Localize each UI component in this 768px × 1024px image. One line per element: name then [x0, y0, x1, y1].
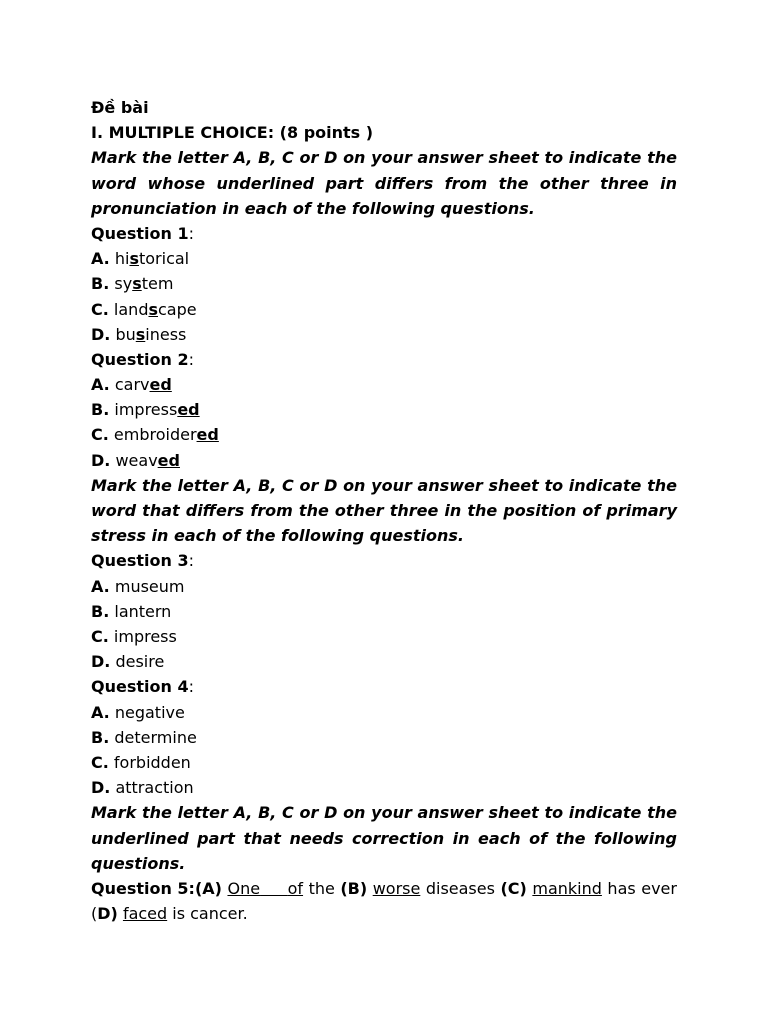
underlined-part: ed [177, 400, 200, 420]
page-header: Đề bài [91, 98, 149, 117]
exam-page [91, 95, 677, 926]
question-number: 5: [177, 878, 195, 898]
sentence-tail: is cancer. [172, 904, 248, 924]
option-text: lantern [114, 601, 172, 621]
underlined-part: ed [196, 425, 219, 445]
option-letter: A. [91, 375, 110, 395]
option-tag-a: (A) [194, 878, 222, 898]
underlined-part-b: worse [372, 878, 421, 898]
option-letter: C. [91, 752, 109, 772]
option-letter: C. [91, 425, 109, 445]
instruction-correction [91, 800, 677, 876]
plain-word: ever [641, 878, 677, 898]
q3-option-d [91, 649, 677, 674]
option-letter: B. [91, 727, 110, 747]
question-2-title [91, 347, 677, 372]
paren-open: ( [91, 904, 98, 924]
q4-option-b [91, 725, 677, 750]
question-3-title [91, 548, 677, 573]
question-colon: : [188, 551, 194, 571]
instruction-line: questions. [91, 853, 186, 873]
q4-option-d [91, 775, 677, 800]
q1-option-c [91, 297, 677, 322]
instruction-line: Mark the letter A, B, C or D on your answer sheet to indicate the [91, 475, 677, 495]
option-text: embroidered [113, 425, 219, 445]
underlined-part-c: mankind [532, 878, 602, 898]
q4-option-a [91, 700, 677, 725]
instruction-pronunciation [91, 145, 677, 221]
option-text: landscape [113, 299, 197, 319]
option-tag-d: D) [97, 904, 118, 924]
option-text: forbidden [113, 752, 191, 772]
underlined-part-a: One of [227, 878, 304, 898]
underlined-part: ed [149, 375, 172, 395]
underlined-part: s [129, 249, 139, 269]
q2-option-d [91, 448, 677, 473]
option-text: impressed [114, 400, 200, 420]
option-text: weaved [115, 450, 180, 470]
q3-option-b [91, 599, 677, 624]
instruction-stress [91, 473, 677, 549]
q4-option-c [91, 750, 677, 775]
option-letter: B. [91, 274, 110, 294]
option-letter: C. [91, 299, 109, 319]
option-letter: C. [91, 627, 109, 647]
option-text: negative [114, 702, 185, 722]
question-label: Question 3 [91, 551, 189, 571]
question-4-title [91, 674, 677, 699]
instruction-line: stress in each of the following questions. [91, 526, 464, 546]
question-colon: : [188, 677, 194, 697]
q2-option-a [91, 372, 677, 397]
option-tag-b: (B) [340, 878, 368, 898]
instruction-line: word that differs from the other three in the position of primary [91, 501, 677, 521]
underlined-part: s [135, 324, 146, 344]
q2-option-b [91, 397, 677, 422]
plain-word: the [308, 878, 335, 898]
option-text: determine [114, 727, 197, 747]
instruction-line: Mark the letter A, B, C or D on your answer sheet to indicate the [91, 803, 677, 823]
option-tag-c: (C) [500, 878, 527, 898]
question-colon: : [188, 349, 194, 369]
option-letter: D. [91, 450, 111, 470]
question-label: Question 2 [91, 349, 189, 369]
option-text: historical [114, 249, 190, 269]
option-letter: D. [91, 778, 111, 798]
question-label: Question 4 [91, 677, 189, 697]
instruction-line: pronunciation in each of the following questions. [91, 198, 535, 218]
option-letter: B. [91, 601, 110, 621]
option-text: impress [113, 627, 177, 647]
plain-word: has [607, 878, 636, 898]
option-letter: D. [91, 324, 111, 344]
instruction-line: underlined part that needs correction in each of the following [91, 828, 677, 848]
option-letter: B. [91, 400, 110, 420]
question-colon: : [188, 223, 194, 243]
option-text: business [115, 324, 187, 344]
q1-option-a [91, 246, 677, 271]
q3-option-a [91, 574, 677, 599]
question-1-title [91, 221, 677, 246]
question-label: Question [91, 878, 172, 898]
instruction-line: word whose underlined part differs from the other three in [91, 173, 677, 193]
q1-option-b [91, 271, 677, 296]
instruction-line: Mark the letter A, B, C or D on your answer sheet to indicate the [91, 148, 677, 168]
option-letter: A. [91, 576, 110, 596]
underlined-part-d: faced [122, 904, 168, 924]
option-text: carved [114, 375, 172, 395]
option-letter: D. [91, 652, 111, 672]
q2-option-c [91, 422, 677, 447]
underlined-part: s [148, 299, 158, 319]
option-text: system [114, 274, 174, 294]
option-letter: A. [91, 702, 110, 722]
underlined-part: ed [157, 450, 180, 470]
question-5-line-2 [91, 901, 677, 926]
option-letter: A. [91, 249, 110, 269]
question-5-line-1 [91, 876, 677, 901]
underlined-part: s [132, 274, 142, 294]
q1-option-d [91, 322, 677, 347]
option-text: desire [115, 652, 165, 672]
section-title: I. MULTIPLE CHOICE: (8 points ) [91, 123, 374, 143]
question-label: Question 1 [91, 223, 189, 243]
q3-option-c [91, 624, 677, 649]
option-text: attraction [115, 778, 194, 798]
plain-word: diseases [425, 878, 495, 898]
option-text: museum [114, 576, 185, 596]
